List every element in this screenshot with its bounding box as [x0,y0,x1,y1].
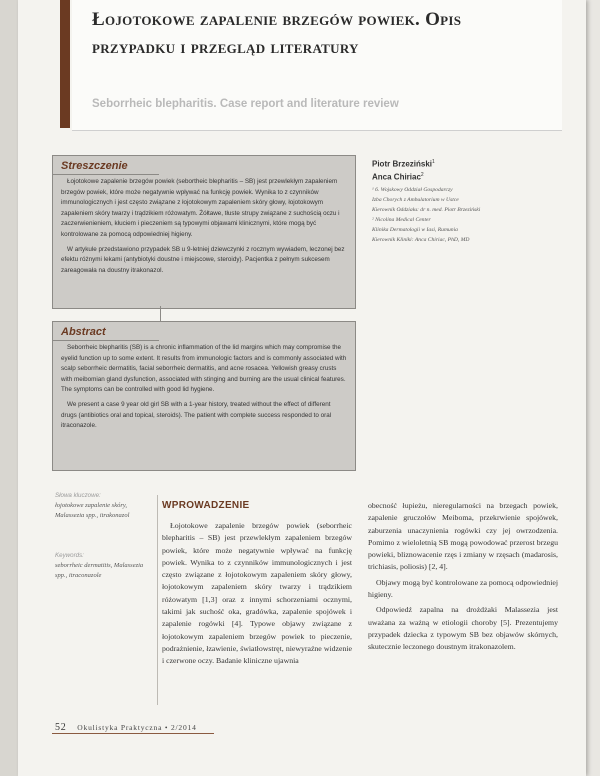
footer [55,722,197,733]
streszczenie-heading: Streszczenie [53,156,159,175]
section-heading: WPROWADZENIE [162,500,250,511]
streszczenie-paragraph-1: Łojotokowe zapalenie brzegów powiek (sebortheic blepharitis – SB) jest przewlekłym zapaleniem brzegów powiek, które może negatywnie wpływać na funkcję powiek. Wynika to z czynników immunologicznych i jest często związane z łojotokowym zapaleniem skóry głowy, łojotokowym zapaleniem skóry twarzy i trądzikiem różowatym. Żółtawe, tłuste strupy związane z suchością oczu i zaczerwienieniem, kłuciem i pieczeniem są typowymi objawami klinicznymi, które mogą być kontrolowane za pomocą odpowiedniej higieny. [61,178,340,238]
column-right [368,500,558,657]
box-connector [160,306,161,321]
affiliation-line: Kierownik Oddziału: dr n. med. Piotr Brzeziński [372,207,481,214]
keywords-divider [157,495,158,705]
affiliation-line: ¹ 6. Wojskowy Oddział Gospodarczy [372,187,453,194]
abstract-paragraph-2: We present a case 9 year old girl SB with a 1-year history, treated without the effect of different drugs (antibiotics oral and topical, steroids). The patient with complete success responded to oral itraconazole. [61,400,332,430]
affiliation-line: ² Nicolina Medical Center [372,217,431,224]
article-title: Łojotokowe zapalenie brzegów powiek. Opis przypadku i przegląd literatury [92,9,462,58]
keywords-pl [55,491,150,521]
keywords-en-body: seborrheic dermatitis, Malassezia spp., itraconazole [55,562,144,579]
title-accent-bar [60,0,70,128]
article-subtitle: Seborrheic blepharitis. Case report and literature review [92,98,399,110]
keywords-pl-body: łojotokowe zapalenie skóry, Malassezia spp., itrakonazol [55,502,130,519]
keywords-pl-heading: Słowa kluczowe: [55,492,101,499]
keywords-en [55,551,150,581]
authors [372,157,572,245]
intro-paragraph-2: obecność łupieżu, nieregularności na brzegach powiek, zapalenie gruczołów Meiboma, przekrwienie spojówek, zaburzenia unaczynienia rogówki czy jej owrzodzenia. Pomimo z wieloletnią SB mogą powodować przerost brzegu powieki, bliznowacenie rzęs i zmiany w rzęsach (madarosis, trichiasis, poliosis) [2, 4]. [368,501,558,572]
streszczenie-box [52,155,356,309]
author-1: Piotr Brzeziński$^1$ [372,159,435,169]
affiliation-line: Kierownik Kliniki: Anca Chiriac, PhD, MD [372,237,470,244]
affiliations [372,185,572,245]
page-shadow [0,0,18,776]
intro-paragraph-1: Łojotokowe zapalenie brzegów powiek (seborrheic blepharitis – SB) jest przewlekłym zapaleniem brzegów powiek, które może negatywnie wpływać na funkcję powiek. Wynika to z czynników immunologicznych i jest często związane z łojotokowym zapaleniem skóry głowy, łojotokowym zapaleniem skóry twarzy i trądzikiem różowatym [1,3] oraz z innymi schorzeniami ocznymi, takimi jak suchość oka, gradówka, zapalenie spojówek i zapalenie rogówki [4]. Typowe objawy związane z łojotokowym zapaleniem brzegów powiek to pieczenie, podrażnienie, łzawienie, światłowstręt, niewyraźne widzenie i czerwone oczy. Badanie kliniczne ujawnia [162,521,352,666]
affiliation-line: Izba Chorych z Ambulatorium w Ustce [372,197,459,204]
journal-name: Okulistyka Praktyczna • 2/2014 [77,723,197,732]
affiliation-line: Klinika Dermatologii w Iasi, Rumunia [372,227,458,234]
abstract-paragraph-1: Seborrheic blepharitis (SB) is a chronic inflammation of the lid margins which may compromise the eyelid function up to some extent. It results from immunologic factors and is commonly associated with scalp seborrheic dermatitis, facial seborrheic dermatitis, and acne rosacea. Yellowish greasy crusts with meibomian gland dysfunction, associated with stinging and burning are the usual clinical features. The symptoms can be controlled with good lid hygiene. [61,344,347,394]
abstract-box [52,321,356,471]
column-left [162,520,352,671]
page-number: 52 [55,722,67,733]
intro-paragraph-4: Odpowiedź zapalna na drożdżaki Malassezia jest uważana za ważną w etiologii choroby [5]. Prezentujemy przypadek dziecka z typowym SB bez objawów skórnych, skutecznie leczonego doustnym itrakonazolem. [368,605,558,652]
intro-paragraph-3: Objawy mogą być kontrolowane za pomocą odpowiedniej higieny. [368,577,558,600]
streszczenie-text [53,175,355,282]
abstract-heading: Abstract [53,322,159,341]
keywords-en-heading: Keywords: [55,552,84,559]
abstract-text [53,341,355,438]
streszczenie-paragraph-2: W artykule przedstawiono przypadek SB u 9-letniej dziewczynki z rocznym wywiadem, leczonej bez efektu różnymi lekami (antybiotyki doustne i miejscowe, steroidy). Pacjentka z pełnym sukcesem zareagowała na doustny itrakonazol. [61,245,345,274]
author-2: Anca Chiriac$^2$ [372,171,424,182]
footer-rule [52,733,214,734]
